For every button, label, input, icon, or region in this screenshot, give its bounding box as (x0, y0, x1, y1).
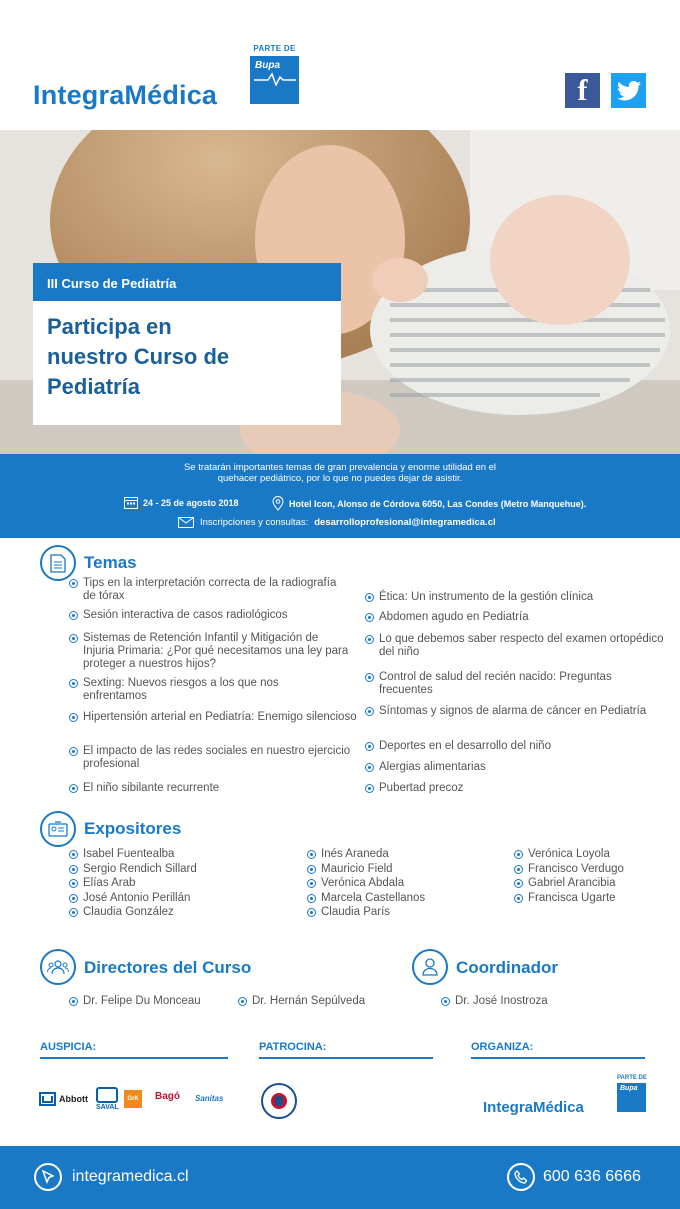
auspicia-label: AUSPICIA: (40, 1041, 97, 1053)
bupa-logo (250, 44, 299, 104)
expositor-item: Gabriel Arancibia (514, 877, 616, 890)
organiza-parte: PARTE DE (617, 1075, 647, 1081)
cursor-icon (34, 1163, 62, 1191)
expositor-item: Claudia González (69, 906, 174, 919)
heartbeat-icon (254, 72, 296, 86)
sociedad-pediatria-seal (261, 1083, 297, 1119)
tema-item: Alergias alimentarias (365, 761, 655, 774)
tema-item: El impacto de las redes sociales en nuestro ejercicio profesional (69, 745, 359, 771)
id-card-icon (40, 811, 76, 847)
tema-item: Ética: Un instrumento de la gestión clínica (365, 591, 655, 604)
tema-item: Sesión interactiva de casos radiológicos (69, 609, 339, 622)
tema-item: Tips en la interpretación correcta de la radiografía de tórax (69, 577, 339, 603)
info-band (0, 454, 680, 538)
tema-item: Deportes en el desarrollo del niño (365, 740, 655, 753)
tema-item: El niño sibilante recurrente (69, 782, 339, 795)
tema-item: Lo que debemos saber respecto del examen ortopédico del niño (365, 633, 665, 659)
bupa-box (250, 56, 299, 104)
footer (0, 1146, 680, 1209)
expositor-item: Marcela Castellanos (307, 892, 425, 905)
person-icon (412, 949, 448, 985)
bupa-name: Bupa (255, 60, 280, 71)
phone-icon (507, 1163, 535, 1191)
expositor-item: Sergio Rendich Sillard (69, 863, 197, 876)
course-eyebrow: III Curso de Pediatría (33, 263, 341, 301)
phone-number[interactable]: 600 636 6666 (543, 1168, 641, 1185)
expositor-item: Isabel Fuentealba (69, 848, 174, 861)
expositor-item: Francisca Ugarte (514, 892, 616, 905)
expositor-item: Verónica Loyola (514, 848, 610, 861)
auspicia-divider (40, 1057, 228, 1059)
facebook-icon[interactable]: f (565, 73, 600, 108)
tema-item: Abdomen agudo en Pediatría (365, 611, 655, 624)
expositor-item: Francisco Verdugo (514, 863, 624, 876)
expositor-item: Claudia París (307, 906, 390, 919)
expositor-item: Inés Araneda (307, 848, 389, 861)
hero-card (33, 301, 341, 425)
patrocina-label: PATROCINA: (259, 1041, 327, 1053)
tema-item: Sistemas de Retención Infantil y Mitigación de Injuria Primaria: ¿Por qué necesitamos una ley para proteger a nuestros hijos? (69, 632, 349, 671)
calendar-icon (124, 496, 138, 509)
organiza-divider (471, 1057, 645, 1059)
expositor-item: Elías Arab (69, 877, 135, 890)
twitter-icon[interactable] (611, 73, 646, 108)
temas-title: Temas (84, 553, 137, 572)
hero-banner (0, 130, 680, 454)
tema-item: Síntomas y signos de alarma de cáncer en Pediatría (365, 705, 655, 718)
website-link[interactable]: integramedica.cl (72, 1168, 189, 1185)
header (0, 0, 680, 130)
contact-row: Inscripciones y consultas: desarrolloprofesional@integramedica.cl (178, 517, 496, 528)
expositores-title: Expositores (84, 819, 182, 838)
group-icon (40, 949, 76, 985)
tema-item: Hipertensión arterial en Pediatría: Enemigo silencioso (69, 711, 359, 724)
director-item: Dr. Hernán Sepúlveda (238, 995, 365, 1008)
organiza-brand: IntegraMédica (483, 1099, 584, 1116)
director-item: Dr. Felipe Du Monceau (69, 995, 201, 1008)
tema-item: Pubertad precoz (365, 782, 655, 795)
event-location: Hotel Icon, Alonso de Córdova 6050, Las Condes (Metro Manquehue). (272, 496, 586, 511)
expositor-item: José Antonio Perillán (69, 892, 190, 905)
mail-icon (178, 517, 194, 528)
organiza-bupa-logo: Bupa (617, 1083, 646, 1112)
tema-item: Control de salud del recién nacido: Preguntas frecuentes (365, 671, 655, 697)
patrocina-divider (259, 1057, 433, 1059)
tema-item: Sexting: Nuevos riesgos a los que nos enfrentamos (69, 677, 339, 703)
course-description: Se tratarán importantes temas de gran prevalencia y enorme utilidad en el quehacer pediátrico, por lo que no puedes dejar de asistir. (183, 462, 497, 484)
brand-logo[interactable]: IntegraMédica (33, 80, 218, 110)
contact-email[interactable]: desarrolloprofesional@integramedica.cl (314, 517, 496, 528)
event-date: 24 - 25 de agosto 2018 (124, 496, 239, 509)
grk-logo: GrK (124, 1090, 142, 1108)
expositor-item: Mauricio Field (307, 863, 393, 876)
coordinador-title: Coordinador (456, 958, 558, 977)
hero-headline: Participa en nuestro Curso de Pediatría (47, 314, 230, 399)
bupa-parte-label: PARTE DE (253, 44, 296, 53)
organiza-label: ORGANIZA: (471, 1041, 534, 1053)
expositor-item: Verónica Abdala (307, 877, 404, 890)
document-icon (40, 545, 76, 581)
location-pin-icon (272, 496, 284, 511)
directores-title: Directores del Curso (84, 958, 252, 977)
coordinador-item: Dr. José Inostroza (441, 995, 548, 1008)
